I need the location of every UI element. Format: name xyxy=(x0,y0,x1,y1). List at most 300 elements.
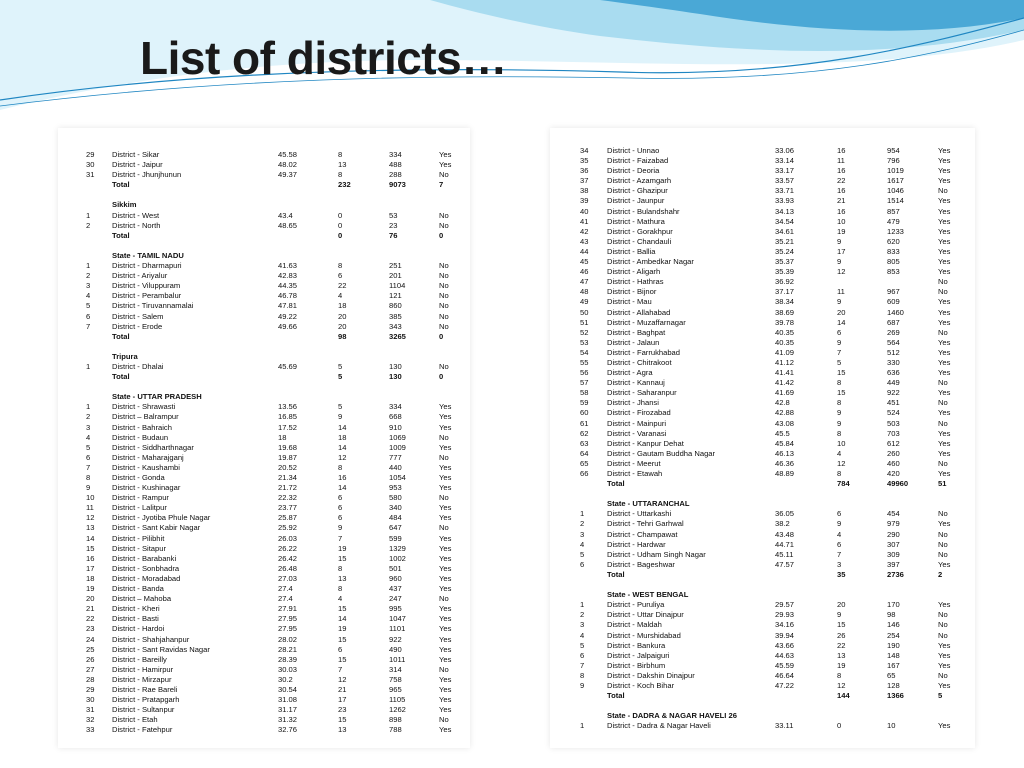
flag-value: Yes xyxy=(439,513,452,523)
flag-value: Yes xyxy=(938,307,951,317)
district-row xyxy=(550,338,975,348)
value-2: 11 xyxy=(837,287,845,297)
district-row xyxy=(58,271,470,281)
district-name: District - Farrukhabad xyxy=(607,347,681,357)
value-3: 805 xyxy=(887,257,900,267)
value-2: 20 xyxy=(338,311,347,321)
district-name: District - Jhansi xyxy=(607,398,659,408)
district-name: District - Jyotiba Phule Nagar xyxy=(112,513,211,523)
flag-value: No xyxy=(439,301,449,311)
value-3: 796 xyxy=(887,156,900,166)
value-2: 16 xyxy=(837,206,846,216)
value-2: 16 xyxy=(837,146,846,155)
district-row xyxy=(550,449,975,459)
value-1: 28.02 xyxy=(278,634,298,644)
value-2: 20 xyxy=(837,600,846,610)
row-number: 57 xyxy=(580,378,589,388)
row-number: 7 xyxy=(86,462,91,472)
value-3: 995 xyxy=(389,604,402,614)
flag-value: 0 xyxy=(439,331,444,341)
flag-value: No xyxy=(938,539,948,549)
row-number: 58 xyxy=(580,388,589,398)
district-row xyxy=(58,574,470,584)
flag-value: Yes xyxy=(938,388,951,398)
value-2: 6 xyxy=(338,493,343,503)
value-2: 21 xyxy=(338,684,347,694)
flag-value: Yes xyxy=(439,654,452,664)
district-name: District - Jhunjhunun xyxy=(112,170,182,180)
value-3: 440 xyxy=(389,462,402,472)
flag-value: No xyxy=(938,277,948,287)
state-name: Tripura xyxy=(112,351,138,361)
value-1: 45.84 xyxy=(775,438,795,448)
value-1: 27.95 xyxy=(278,624,298,634)
right-rows xyxy=(550,146,975,731)
district-row xyxy=(550,439,975,449)
value-3: 612 xyxy=(887,438,900,448)
district-name: District - Pilibhit xyxy=(112,533,165,543)
value-3: 53 xyxy=(389,210,398,220)
value-2: 14 xyxy=(338,422,347,432)
flag-value: No xyxy=(938,418,948,428)
value-1: 35.21 xyxy=(775,236,795,246)
flag-value: Yes xyxy=(938,297,951,307)
value-1: 31.08 xyxy=(278,695,298,705)
value-2: 8 xyxy=(338,150,343,159)
value-1: 28.21 xyxy=(278,644,298,654)
district-row xyxy=(550,469,975,479)
district-name: District - Viluppuram xyxy=(112,281,181,291)
value-1: 29.93 xyxy=(775,610,795,620)
row-number: 10 xyxy=(86,493,95,503)
row-number: 54 xyxy=(580,347,589,357)
district-name: District - Sultanpur xyxy=(112,705,175,715)
row-number: 38 xyxy=(580,186,589,196)
district-name: District - Sant Kabir Nagar xyxy=(112,523,201,533)
value-1: 47.22 xyxy=(775,680,795,690)
total-row xyxy=(550,691,975,701)
district-row xyxy=(550,257,975,267)
value-3: 121 xyxy=(389,291,402,301)
value-1: 39.78 xyxy=(775,317,795,327)
flag-value: No xyxy=(938,620,948,630)
district-name: District - Tehri Garhwal xyxy=(607,519,684,529)
spacer-row xyxy=(550,701,975,711)
district-name: District - Salem xyxy=(112,311,164,321)
row-number: 47 xyxy=(580,277,589,287)
district-row xyxy=(58,624,470,634)
value-3: 65 xyxy=(887,670,896,680)
district-name: District - Murshidabad xyxy=(607,630,681,640)
total-row xyxy=(58,372,470,382)
value-3: 524 xyxy=(887,408,900,418)
flag-value: Yes xyxy=(439,624,452,634)
value-1: 38.34 xyxy=(775,297,795,307)
value-2: 23 xyxy=(338,705,347,715)
value-1: 22.32 xyxy=(278,493,298,503)
district-name: District - Birbhum xyxy=(607,660,666,670)
value-2: 11 xyxy=(837,156,845,166)
value-3: 247 xyxy=(389,594,402,604)
row-number: 2 xyxy=(580,610,585,620)
row-number: 37 xyxy=(580,176,589,186)
district-name: District - Maldah xyxy=(607,620,662,630)
value-2: 22 xyxy=(338,281,347,291)
value-3: 23 xyxy=(389,220,398,230)
row-number: 25 xyxy=(86,644,95,654)
district-table-left xyxy=(58,128,470,748)
district-row xyxy=(550,600,975,610)
value-1: 36.05 xyxy=(775,509,795,519)
state-header-row xyxy=(58,352,470,362)
flag-value: Yes xyxy=(938,236,951,246)
district-name: District - Muzaffarnagar xyxy=(607,317,686,327)
spacer-row xyxy=(58,241,470,251)
state-header-row xyxy=(58,251,470,261)
value-2: 12 xyxy=(338,674,347,684)
district-name: District - Shrawasti xyxy=(112,402,176,412)
row-number: 11 xyxy=(86,503,94,513)
flag-value: No xyxy=(439,261,449,271)
row-number: 48 xyxy=(580,287,589,297)
district-row xyxy=(550,550,975,560)
flag-value: Yes xyxy=(938,156,951,166)
district-row xyxy=(58,412,470,422)
row-number: 63 xyxy=(580,438,589,448)
value-2: 17 xyxy=(338,695,347,705)
value-3: 251 xyxy=(389,261,402,271)
row-number: 3 xyxy=(580,620,585,630)
value-3: 609 xyxy=(887,297,900,307)
flag-value: No xyxy=(439,311,449,321)
value-2: 12 xyxy=(837,267,846,277)
district-name: District - Maharajganj xyxy=(112,452,184,462)
row-number: 35 xyxy=(580,156,589,166)
flag-value: No xyxy=(938,509,948,519)
value-2: 3 xyxy=(837,559,842,569)
value-3: 960 xyxy=(389,573,402,583)
value-1: 13.56 xyxy=(278,402,298,412)
value-3: 857 xyxy=(887,206,900,216)
value-1: 49.66 xyxy=(278,321,298,331)
row-number: 16 xyxy=(86,553,95,563)
district-name: District - Aligarh xyxy=(607,267,661,277)
value-3: 1460 xyxy=(887,307,904,317)
value-1: 49.22 xyxy=(278,311,298,321)
value-3: 1104 xyxy=(389,281,406,291)
flag-value: 2 xyxy=(938,569,943,579)
page-title: List of districts… xyxy=(140,32,507,84)
value-3: 687 xyxy=(887,317,900,327)
district-name: District - Jaipur xyxy=(112,160,163,170)
value-3: 307 xyxy=(887,539,900,549)
value-3: 501 xyxy=(389,563,402,573)
value-2: 18 xyxy=(338,301,347,311)
value-1: 38.69 xyxy=(775,307,795,317)
value-3: 128 xyxy=(887,680,900,690)
district-row xyxy=(58,594,470,604)
value-2: 12 xyxy=(837,458,846,468)
flag-value: Yes xyxy=(938,146,951,155)
value-2: 14 xyxy=(338,442,347,452)
total-row xyxy=(58,231,470,241)
value-1: 37.17 xyxy=(775,287,795,297)
district-row xyxy=(58,301,470,311)
value-2: 20 xyxy=(837,307,846,317)
value-1: 48.02 xyxy=(278,160,298,170)
value-1: 34.16 xyxy=(775,620,795,630)
value-1: 45.59 xyxy=(775,660,795,670)
value-1: 45.5 xyxy=(775,428,790,438)
value-3: 1262 xyxy=(389,705,406,715)
value-1: 43.08 xyxy=(775,418,795,428)
district-name: District - Saharanpur xyxy=(607,388,677,398)
row-number: 4 xyxy=(86,291,91,301)
row-number: 55 xyxy=(580,357,589,367)
row-number: 6 xyxy=(580,559,585,569)
value-2: 16 xyxy=(338,473,347,482)
value-2: 8 xyxy=(338,563,343,573)
value-1: 45.11 xyxy=(775,549,794,559)
value-1: 23.77 xyxy=(278,503,298,513)
value-2: 9 xyxy=(338,412,343,422)
row-number: 29 xyxy=(86,684,95,694)
value-1: 36.92 xyxy=(775,277,795,287)
value-2: 4 xyxy=(837,448,842,458)
flag-value: 51 xyxy=(938,479,947,489)
value-2: 9 xyxy=(837,337,842,347)
district-row xyxy=(58,604,470,614)
district-row xyxy=(550,398,975,408)
state-header-row xyxy=(550,711,975,721)
value-3: 853 xyxy=(887,267,900,277)
row-number: 24 xyxy=(86,634,95,644)
flag-value: 5 xyxy=(938,691,943,701)
value-3: 449 xyxy=(887,378,900,388)
district-name: District - Uttar Dinajpur xyxy=(607,610,684,620)
flag-value: Yes xyxy=(938,347,951,357)
value-3: 922 xyxy=(887,388,900,398)
district-name: District - Sitapur xyxy=(112,543,167,553)
value-1: 45.58 xyxy=(278,150,298,159)
value-3: 454 xyxy=(887,509,900,519)
district-row xyxy=(550,227,975,237)
value-3: 668 xyxy=(389,412,402,422)
total-row xyxy=(58,180,470,190)
district-name: District - Deoria xyxy=(607,166,660,176)
district-row xyxy=(58,423,470,433)
row-number: 17 xyxy=(86,563,95,573)
value-1: 44.71 xyxy=(775,539,795,549)
district-row xyxy=(58,211,470,221)
flag-value: No xyxy=(439,291,449,301)
district-row xyxy=(550,196,975,206)
value-1: 33.93 xyxy=(775,196,795,206)
value-1: 26.03 xyxy=(278,533,298,543)
district-row xyxy=(58,534,470,544)
total-row xyxy=(550,570,975,580)
district-name: District - Hamirpur xyxy=(112,664,174,674)
value-2: 5 xyxy=(338,361,343,371)
value-1: 41.63 xyxy=(278,261,298,271)
row-number: 8 xyxy=(580,670,585,680)
district-name: District - Gorakhpur xyxy=(607,226,673,236)
district-name: District - Kannauj xyxy=(607,378,665,388)
row-number: 4 xyxy=(86,432,91,442)
value-1: 33.06 xyxy=(775,146,795,155)
value-3: 1046 xyxy=(887,186,904,196)
value-2: 6 xyxy=(338,271,343,281)
flag-value: Yes xyxy=(439,462,452,472)
row-number: 32 xyxy=(86,715,95,725)
value-3: 967 xyxy=(887,287,900,297)
row-number: 3 xyxy=(86,422,91,432)
flag-value: No xyxy=(439,664,449,674)
row-number: 1 xyxy=(86,402,91,412)
row-number: 1 xyxy=(580,721,585,731)
row-number: 5 xyxy=(580,549,585,559)
district-name: District - Ghazipur xyxy=(607,186,668,196)
value-2: 22 xyxy=(837,176,846,186)
district-name: District - Mau xyxy=(607,297,652,307)
row-number: 33 xyxy=(86,725,95,735)
value-2: 10 xyxy=(837,438,846,448)
row-number: 7 xyxy=(580,660,585,670)
district-row xyxy=(550,388,975,398)
district-name: District - Jalpaiguri xyxy=(607,650,670,660)
state-name: State - TAMIL NADU xyxy=(112,250,184,260)
value-1: 34.54 xyxy=(775,216,795,226)
district-name: District - Banda xyxy=(112,584,164,594)
value-3: 484 xyxy=(389,513,402,523)
row-number: 1 xyxy=(580,600,585,610)
value-1: 43.66 xyxy=(775,640,795,650)
value-2: 13 xyxy=(338,160,347,170)
row-number: 66 xyxy=(580,469,589,478)
value-1: 31.32 xyxy=(278,715,298,725)
row-number: 14 xyxy=(86,533,95,543)
value-3: 512 xyxy=(887,347,900,357)
flag-value: No xyxy=(439,361,449,371)
value-3: 953 xyxy=(389,483,402,493)
district-row xyxy=(550,651,975,661)
flag-value: Yes xyxy=(938,519,951,529)
row-number: 46 xyxy=(580,267,589,277)
flag-value: No xyxy=(439,281,449,291)
district-name: District - Barabanki xyxy=(112,553,177,563)
row-number: 50 xyxy=(580,307,589,317)
flag-value: Yes xyxy=(439,674,452,684)
flag-value: Yes xyxy=(938,559,951,569)
value-2: 7 xyxy=(837,549,842,559)
row-number: 31 xyxy=(86,705,95,715)
district-row xyxy=(58,503,470,513)
district-row xyxy=(58,473,470,483)
flag-value: Yes xyxy=(938,206,951,216)
district-name: District - Agra xyxy=(607,368,653,378)
flag-value: No xyxy=(938,327,948,337)
district-name: District – Balrampur xyxy=(112,412,179,422)
state-name: Sikkim xyxy=(112,200,137,210)
flag-value: Yes xyxy=(439,695,452,705)
district-row xyxy=(58,584,470,594)
value-2: 8 xyxy=(837,670,842,680)
value-2: 15 xyxy=(338,604,347,614)
row-number: 56 xyxy=(580,368,589,378)
value-1: 45.69 xyxy=(278,361,298,371)
value-2: 13 xyxy=(837,650,846,660)
district-name: District - Azamgarh xyxy=(607,176,672,186)
value-1: 41.41 xyxy=(775,368,795,378)
row-number: 53 xyxy=(580,337,589,347)
value-2: 14 xyxy=(837,317,846,327)
district-name: District - Baghpat xyxy=(607,327,666,337)
district-row xyxy=(550,378,975,388)
district-row xyxy=(58,523,470,533)
flag-value: No xyxy=(439,594,449,604)
district-name: District - Mathura xyxy=(607,216,665,226)
district-row xyxy=(58,715,470,725)
total-label: Total xyxy=(607,479,625,489)
district-row xyxy=(550,610,975,620)
district-row xyxy=(550,348,975,358)
row-number: 8 xyxy=(86,473,91,482)
value-3: 1233 xyxy=(887,226,904,236)
district-name: District - Rae Bareli xyxy=(112,684,178,694)
flag-value: No xyxy=(938,186,948,196)
district-row xyxy=(58,513,470,523)
value-2: 6 xyxy=(837,509,842,519)
district-name: District - Mainpuri xyxy=(607,418,667,428)
value-3: 1514 xyxy=(887,196,904,206)
district-row xyxy=(58,614,470,624)
spacer-row xyxy=(58,382,470,392)
row-number: 2 xyxy=(86,271,91,281)
district-row xyxy=(58,362,470,372)
value-1: 40.35 xyxy=(775,337,795,347)
district-row xyxy=(550,509,975,519)
value-2: 98 xyxy=(338,331,347,341)
value-1: 31.17 xyxy=(278,705,298,715)
district-row xyxy=(58,705,470,715)
value-1: 42.83 xyxy=(278,271,298,281)
value-1: 16.85 xyxy=(278,412,298,422)
value-1: 27.03 xyxy=(278,573,298,583)
district-name: District - Dharmapuri xyxy=(112,261,182,271)
value-1: 35.24 xyxy=(775,246,795,256)
value-1: 19.68 xyxy=(278,442,298,452)
row-number: 28 xyxy=(86,674,95,684)
total-label: Total xyxy=(607,569,625,579)
value-1: 33.17 xyxy=(775,166,795,176)
flag-value: Yes xyxy=(938,176,951,186)
flag-value: No xyxy=(938,670,948,680)
district-name: District - Uttarkashi xyxy=(607,509,672,519)
value-2: 8 xyxy=(837,378,842,388)
flag-value: Yes xyxy=(938,469,951,478)
value-3: 703 xyxy=(887,428,900,438)
value-3: 580 xyxy=(389,493,402,503)
row-number: 34 xyxy=(580,146,589,155)
value-3: 130 xyxy=(389,372,402,382)
row-number: 36 xyxy=(580,166,589,176)
value-2: 13 xyxy=(338,573,347,583)
value-1: 40.35 xyxy=(775,327,795,337)
value-3: 254 xyxy=(887,630,900,640)
flag-value: Yes xyxy=(938,337,951,347)
district-row xyxy=(550,166,975,176)
total-label: Total xyxy=(112,372,130,382)
